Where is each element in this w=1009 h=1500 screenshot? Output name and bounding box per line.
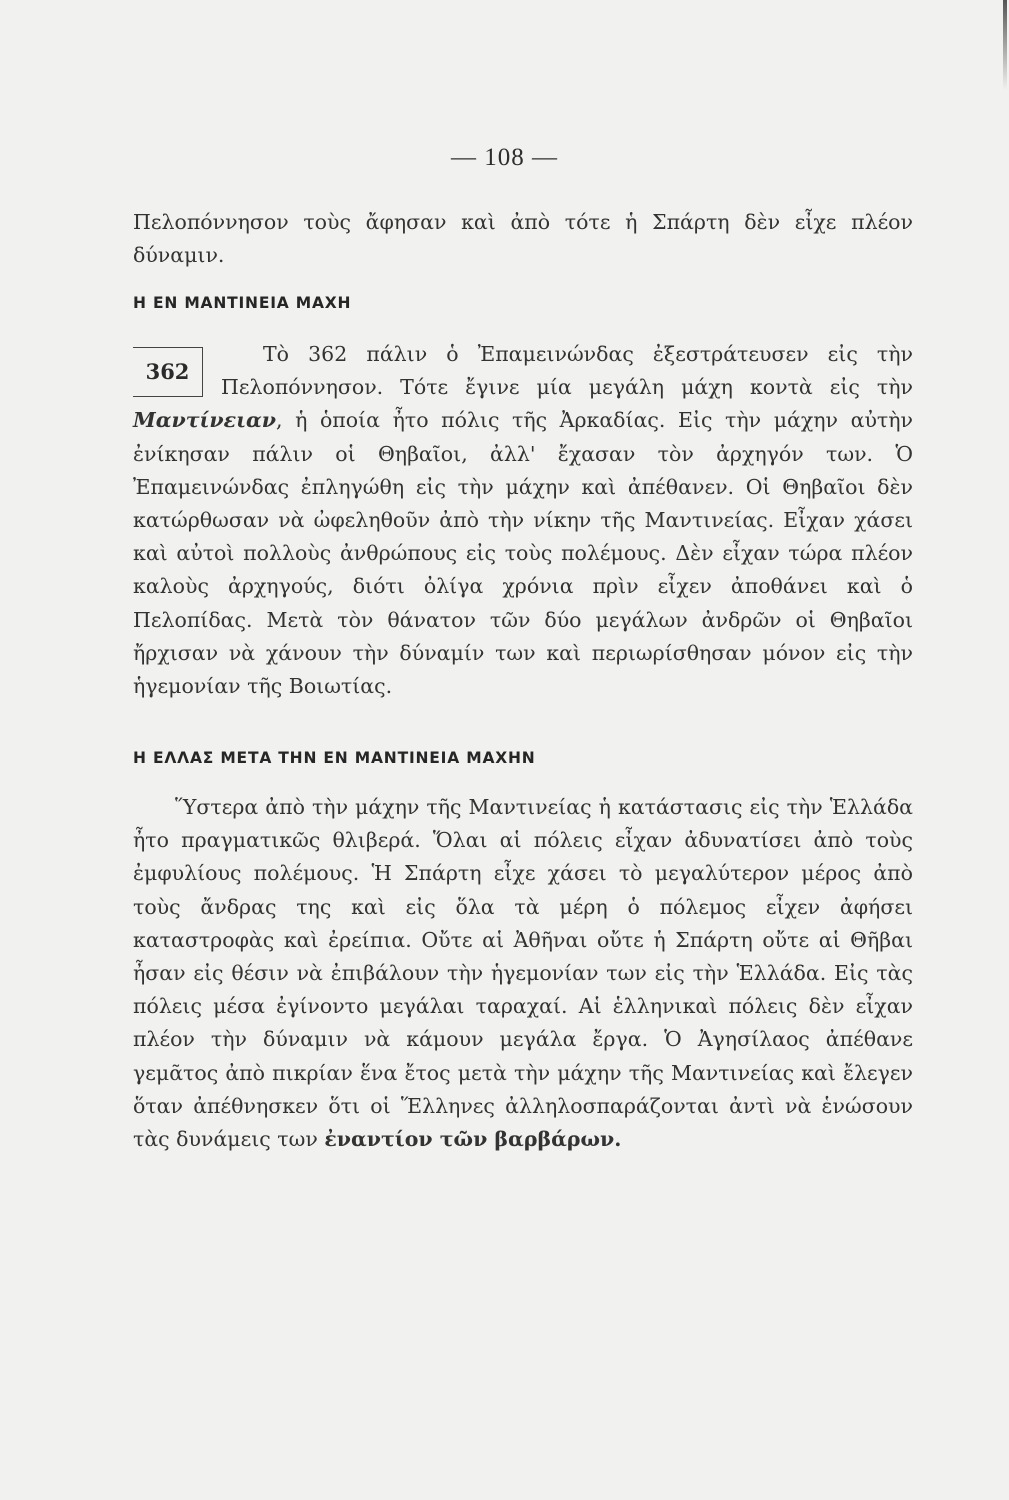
section-greece-after-paragraph [133, 791, 913, 1156]
intro-paragraph [133, 206, 913, 272]
paragraph-text-rest: , ἡ ὁποία ἦτο πόλις τῆς Ἀρκαδίας. Εἰς τὴν μάχην αὐτὴν ἐνίκησαν πάλιν οἱ Θηβαῖοι, ἀλλ' ἔχασαν τὸν ἀρχηγόν των. Ὁ Ἐπαμεινώνδας ἐπληγώθη εἰς τὴν μάχην καὶ ἀπέθανεν. Οἱ Θηβαῖοι δὲν κατώρθωσαν νὰ ὠφεληθοῦν ἀπὸ τὴν νίκην τῆς Μαντινείας. Εἶχαν χάσει καὶ αὐτοὶ πολλοὺς ἀνθρώπους εἰς τοὺς πολέμους. Δὲν εἶχαν τώρα πλέον καλοὺς ἀρχηγούς, διότι ὀλίγα χρόνια πρὶν εἶχεν ἀποθάνει καὶ ὁ Πελοπίδας. Μετὰ τὸν θάνατον τῶν δύο μεγάλων ἀνδρῶν οἱ Θηβαῖοι ἤρχισαν νὰ χάνουν τὴν δύναμίν των καὶ περιωρίσθησαν μόνον εἰς τὴν ἡγεμονίαν τῆς Βοιωτίας. [133, 408, 913, 699]
section-mantineia-paragraph [133, 338, 913, 703]
emphasis-mantineia: Μαντίνειαν [133, 408, 277, 433]
paragraph-text-main: Ὕστερα ἀπὸ τὴν μάχην τῆς Μαντινείας ἡ κατάστασις εἰς τὴν Ἑλλάδα ἦτο πραγματικῶς θλιβερά. Ὅλαι αἱ πόλεις εἶχαν ἀδυνατίσει ἀπὸ τοὺς ἐμφυλίους πολέμους. Ἡ Σπάρτη εἶχε χάσει τὸ μεγαλύτερον μέρος ἀπὸ τοὺς ἄνδρας της καὶ εἰς ὅλα τὰ μέρη ὁ πόλεμος εἶχεν ἀφήσει καταστροφὰς καὶ ἐρείπια. Οὔτε αἱ Ἀθῆναι οὔτε ἡ Σπάρτη οὔτε αἱ Θῆβαι ἦσαν εἰς θέσιν νὰ ἐπιβάλουν τὴν ἡγεμονίαν των εἰς τὴν Ἑλλάδα. Εἰς τὰς πόλεις μέσα ἐγίνοντο μεγάλαι ταραχαί. Αἱ ἑλληνικαὶ πόλεις δὲν εἶχαν πλέον τὴν δύναμιν νὰ κάμουν μεγάλα ἔργα. Ὁ Ἀγησίλαος ἀπέθανε γεμᾶτος ἀπὸ πικρίαν ἕνα ἔτος μετὰ τὴν μάχην τῆς Μαντινείας καὶ ἔλεγεν ὅταν ἀπέθνησκεν ὅτι οἱ Ἕλληνες ἀλληλοσπαράζονται ἀντὶ νὰ ἑνώσουν τὰς δυνάμεις των [133, 795, 913, 1152]
margin-year-box: 362 [133, 347, 203, 397]
section-heading-mantineia-battle: Η ΕΝ ΜΑΝΤΙΝΕΙΑ ΜΑΧΗ [133, 294, 352, 312]
section-heading-greece-after-battle: Η ΕΛΛΑΣ ΜΕΤΑ ΤΗΝ ΕΝ ΜΑΝΤΙΝΕΙΑ ΜΑΧΗΝ [133, 749, 536, 767]
paragraph-body [133, 791, 913, 1156]
page-edge-mark [1003, 0, 1007, 90]
intro-text: Πελοπόννησον τοὺς ἄφησαν καὶ ἀπὸ τότε ἡ Σπάρτη δὲν εἶχε πλέον δύναμιν. [133, 210, 913, 268]
paragraph-body [133, 338, 913, 703]
paragraph-text-bold-end: ἐναντίον τῶν βαρβάρων. [324, 1127, 622, 1152]
paragraph-text-start: Τὸ 362 πάλιν ὁ Ἐπαμεινώνδας ἐξεστράτευσεν εἰς τὴν Πελοπόννησον. Τότε ἔγινε μία μεγάλη μάχη κοντὰ εἰς τὴν [221, 342, 913, 400]
page-number: — 108 — [451, 144, 558, 171]
